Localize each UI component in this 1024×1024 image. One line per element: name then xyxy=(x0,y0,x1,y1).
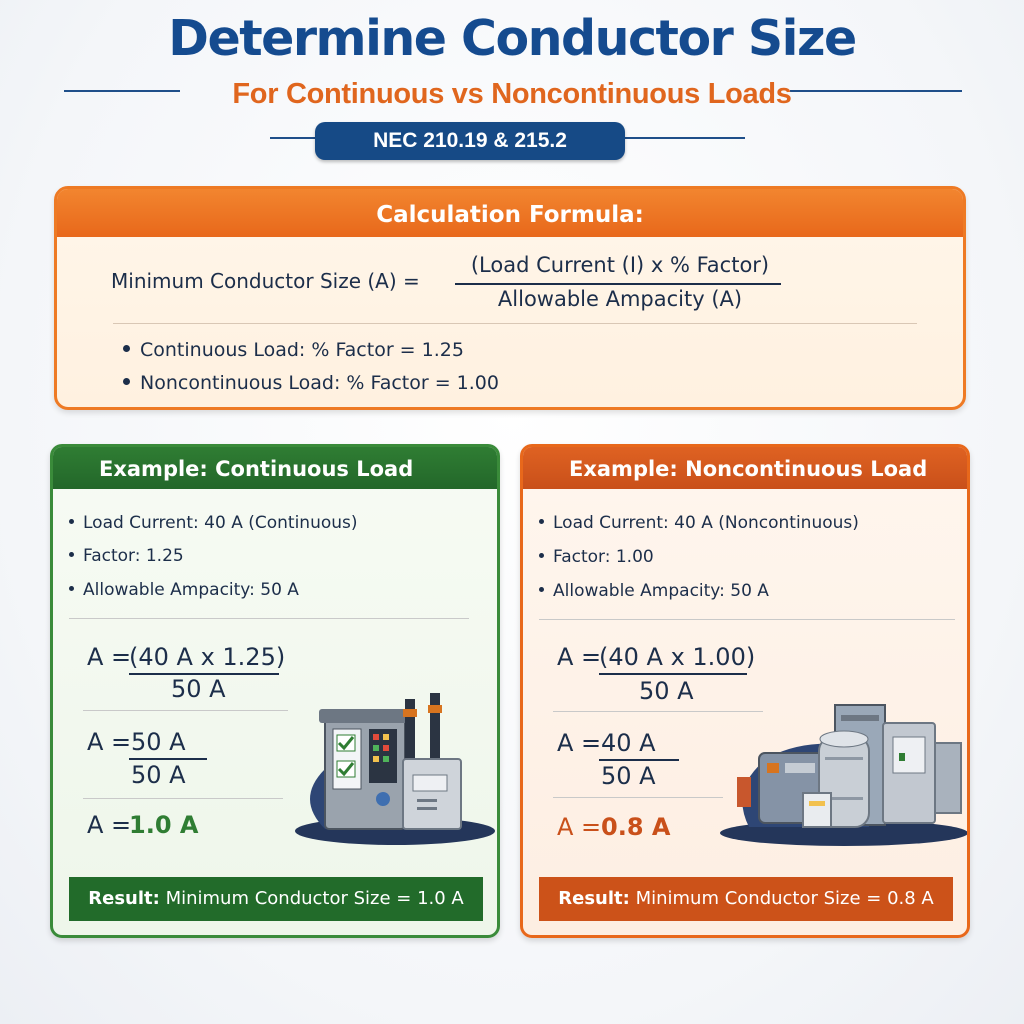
card-heading: Example: Noncontinuous Load xyxy=(523,447,967,489)
formula-heading: Calculation Formula: xyxy=(57,189,963,237)
bullet-dot-icon xyxy=(123,378,130,385)
bullet-dot-icon xyxy=(539,587,544,592)
formula-denominator: Allowable Ampacity (A) xyxy=(497,287,743,311)
equipment-checklist-illustration xyxy=(285,679,495,849)
step2-denominator: 50 A xyxy=(601,762,656,790)
card-bullet-text: Factor: 1.00 xyxy=(553,547,654,567)
page-title: Determine Conductor Size xyxy=(168,10,856,67)
card-heading: Example: Continuous Load xyxy=(53,447,497,489)
bullet-dot-icon xyxy=(539,553,544,558)
card-bullet-text: Allowable Ampacity: 50 A xyxy=(83,580,299,600)
formula-bullet-text: Continuous Load: % Factor = 1.25 xyxy=(140,339,464,361)
final-lhs: A = xyxy=(87,811,132,839)
step1-lhs: A = xyxy=(557,643,602,671)
card-divider xyxy=(539,619,955,620)
step2-denominator: 50 A xyxy=(131,761,186,789)
card-bullet-text: Load Current: 40 A (Continuous) xyxy=(83,513,358,533)
result-text: Minimum Conductor Size = 1.0 A xyxy=(165,888,464,909)
step1-denominator: 50 A xyxy=(639,677,694,705)
formula-bullet-continuous xyxy=(123,339,464,361)
formula-lhs: Minimum Conductor Size (A) = xyxy=(111,269,420,293)
formula-bullet-noncontinuous xyxy=(123,372,499,394)
card-divider xyxy=(69,618,469,619)
card-bullet xyxy=(539,547,654,567)
step1-fraction-bar xyxy=(599,673,747,675)
card-bullet xyxy=(69,513,358,533)
card-bullet xyxy=(69,580,299,600)
bullet-dot-icon xyxy=(539,519,544,524)
step-divider xyxy=(553,797,723,798)
final-lhs: A = xyxy=(557,813,602,841)
formula-bullet-text: Noncontinuous Load: % Factor = 1.00 xyxy=(140,372,499,394)
bullet-dot-icon xyxy=(69,552,74,557)
result-text: Minimum Conductor Size = 0.8 A xyxy=(635,888,934,909)
card-bullet xyxy=(539,513,859,533)
final-value: 0.8 A xyxy=(601,813,671,841)
step1-numerator: (40 A x 1.00) xyxy=(599,643,756,671)
result-banner xyxy=(69,877,483,921)
card-bullet xyxy=(69,546,184,566)
formula-numerator: (Load Current (I) x % Factor) xyxy=(470,253,770,277)
formula-fraction-bar xyxy=(455,283,781,285)
step2-numerator: 40 A xyxy=(601,729,656,757)
step-divider xyxy=(83,798,283,799)
result-label: Result: xyxy=(88,888,160,909)
step1-lhs: A = xyxy=(87,643,132,671)
step2-lhs: A = xyxy=(87,728,132,756)
example-card-continuous xyxy=(50,444,500,938)
example-card-noncontinuous xyxy=(520,444,970,938)
final-value: 1.0 A xyxy=(129,811,199,839)
subtitle: For Continuous vs Noncontinuous Loads xyxy=(232,78,792,110)
code-reference-badge: NEC 210.19 & 215.2 xyxy=(315,122,625,160)
result-label: Result: xyxy=(558,888,630,909)
step2-lhs: A = xyxy=(557,729,602,757)
result-banner xyxy=(539,877,953,921)
bullet-dot-icon xyxy=(69,519,74,524)
bullet-dot-icon xyxy=(123,345,130,352)
formula-panel xyxy=(54,186,966,410)
step2-numerator: 50 A xyxy=(131,728,186,756)
card-bullet-text: Allowable Ampacity: 50 A xyxy=(553,581,769,601)
step1-denominator: 50 A xyxy=(171,675,226,703)
card-bullet-text: Load Current: 40 A (Noncontinuous) xyxy=(553,513,859,533)
step2-fraction-bar xyxy=(599,759,679,761)
code-divider-right xyxy=(615,137,745,139)
industrial-equipment-illustration xyxy=(719,697,969,847)
card-bullet-text: Factor: 1.25 xyxy=(83,546,184,566)
bullet-dot-icon xyxy=(69,586,74,591)
step-divider xyxy=(83,710,288,711)
card-bullet xyxy=(539,581,769,601)
formula-divider xyxy=(113,323,917,324)
step1-numerator: (40 A x 1.25) xyxy=(129,643,286,671)
subtitle-row xyxy=(0,78,1024,118)
step2-fraction-bar xyxy=(129,758,207,760)
